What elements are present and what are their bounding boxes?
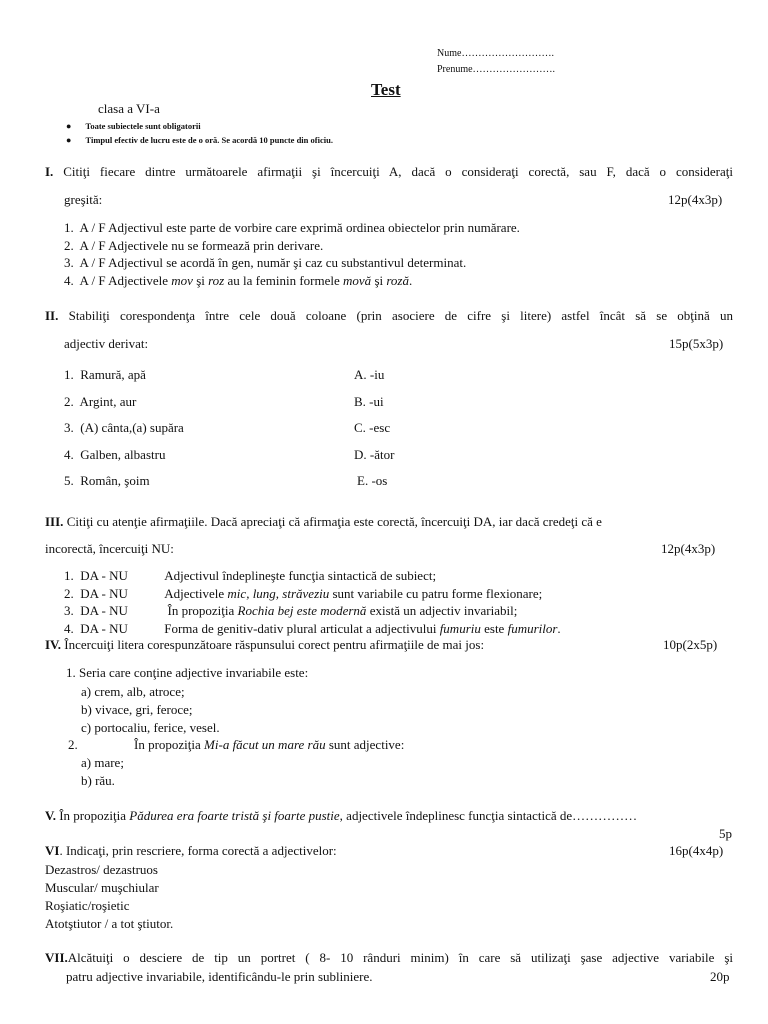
question-1: 1. Seria care conţine adjective invariabile este:: [66, 665, 309, 680]
section-6-points: 16p(4x4p): [669, 843, 724, 858]
section-2-heading-cont: adjectiv derivat:: [64, 336, 149, 351]
list-item: Muscular/ muşchiular: [45, 880, 159, 895]
list-item: 2. DA - NU Adjectivele mic, lung, străveziu sunt variabile cu patru forme flexionare;: [64, 585, 543, 601]
question-2-options: [81, 754, 124, 790]
list-item: E. -os: [357, 473, 388, 488]
instruction-text: Toate subiectele sunt obligatorii: [85, 121, 201, 131]
section-5-points: 5p: [719, 826, 732, 841]
bullet-icon: ●: [66, 135, 72, 145]
section-7-heading: VII.Alcătuiţi o desciere de tip un portret ( 8- 10 rânduri minim) în care să utilizaţi şase adjective variabile şi: [45, 950, 733, 965]
name-field-line: Nume……………………….: [437, 48, 554, 59]
section-2-right-column: [354, 362, 394, 495]
list-item: a) mare;: [81, 755, 124, 770]
list-item: 3. (A) cânta,(a) supăra: [64, 420, 184, 435]
list-item: 1. Ramură, apă: [64, 367, 146, 382]
question-2: 2. În propoziţia Mi-a făcut un mare rău sunt adjective:: [68, 737, 405, 752]
section-3-points: 12p(4x3p): [661, 541, 716, 556]
list-item: [66, 133, 333, 147]
list-item: 4. A / F Adjectivele mov şi roz au la feminin formele movă şi roză.: [64, 272, 413, 288]
section-4-points: 10p(2x5p): [663, 637, 718, 652]
list-item: A. -iu: [354, 367, 385, 382]
section-1-heading: I. Citiţi fiecare dintre următoarele afirmaţii şi încercuiţi A, dacă o consideraţi corectă, sau F, dacă o consideraţi: [45, 164, 734, 179]
list-item: B. -ui: [354, 393, 384, 409]
list-item: 2. Argint, aur: [64, 393, 137, 409]
list-item: 1. DA - NU Adjectivul îndeplineşte funcţia sintactică de subiect;: [64, 568, 437, 583]
instruction-text: Timpul efectiv de lucru este de o oră. Se acordă 10 puncte din oficiu.: [85, 135, 333, 145]
list-item: Dezastros/ dezastruos: [45, 862, 158, 877]
section-2-points: 15p(5x3p): [669, 336, 724, 351]
section-4-heading: IV. Încercuiţi litera corespunzătoare răspunsului corect pentru afirmaţiile de mai jos:: [45, 637, 485, 652]
section-1-heading-cont: greşită:: [64, 192, 103, 207]
section-7-heading-cont: patru adjective invariabile, identificându-le prin subliniere.: [66, 969, 373, 984]
section-3-heading-cont: incorectă, încercuiţi NU:: [45, 541, 174, 556]
section-3-list: [64, 567, 561, 637]
section-1-points: 12p(4x3p): [668, 192, 723, 207]
class-line: clasa a VI-a: [98, 101, 160, 116]
list-item: c) portocaliu, ferice, vesel.: [81, 720, 220, 735]
surname-field-line: Prenume…………………….: [437, 64, 556, 75]
list-item: a) crem, alb, atroce;: [81, 684, 185, 699]
section-2-left-column: [64, 362, 184, 495]
section-1-list: [64, 219, 520, 289]
section-5-text: V. În propoziţia Pădurea era foarte tristă şi foarte pustie, adjectivele îndeplinesc funcţia sintactică de……………: [45, 808, 638, 823]
list-item: D. -ător: [354, 446, 395, 462]
list-item: Roşiatic/roşietic: [45, 898, 130, 913]
list-item: C. -esc: [354, 420, 391, 435]
list-item: Atotştiutor / a tot ştiutor.: [45, 916, 174, 931]
section-3-heading: III. Citiţi cu atenţie afirmaţiile. Dacă apreciaţi că afirmaţia este corectă, încercuiţi DA, iar dacă credeţi că e: [45, 514, 602, 529]
section-6-heading: VI. Indicaţi, prin rescriere, forma corectă a adjectivelor:: [45, 843, 337, 858]
list-item: [66, 119, 333, 133]
list-item: 3. A / F Adjectivul se acordă în gen, număr şi caz cu substantivul determinat.: [64, 255, 467, 270]
section-7-points: 20p: [710, 969, 730, 984]
question-1-options: [81, 683, 220, 737]
list-item: 4. Galben, albastru: [64, 446, 166, 462]
list-item: 3. DA - NU În propoziţia Rochia bej este modernă există un adjectiv invariabil;: [64, 603, 518, 618]
bullet-icon: ●: [66, 121, 72, 131]
list-item: b) vivace, gri, feroce;: [81, 702, 193, 717]
section-2-heading: II. Stabiliţi corespondenţa între cele două coloane (prin asociere de cifre şi litere) astfel încât să se obţină un: [45, 308, 734, 323]
page-title: Test: [371, 80, 401, 99]
section-6-list: [45, 861, 173, 933]
list-item: 2. A / F Adjectivele nu se formează prin derivare.: [64, 237, 324, 253]
instructions-list: [66, 119, 333, 147]
list-item: 1. A / F Adjectivul este parte de vorbire care exprimă ordinea obiectelor prin numărare.: [64, 220, 520, 235]
list-item: b) rău.: [81, 773, 115, 788]
list-item: 4. DA - NU Forma de genitiv-dativ plural articulat a adjectivului fumuriu este fumurilor.: [64, 620, 561, 636]
list-item: 5. Român, şoim: [64, 473, 150, 488]
